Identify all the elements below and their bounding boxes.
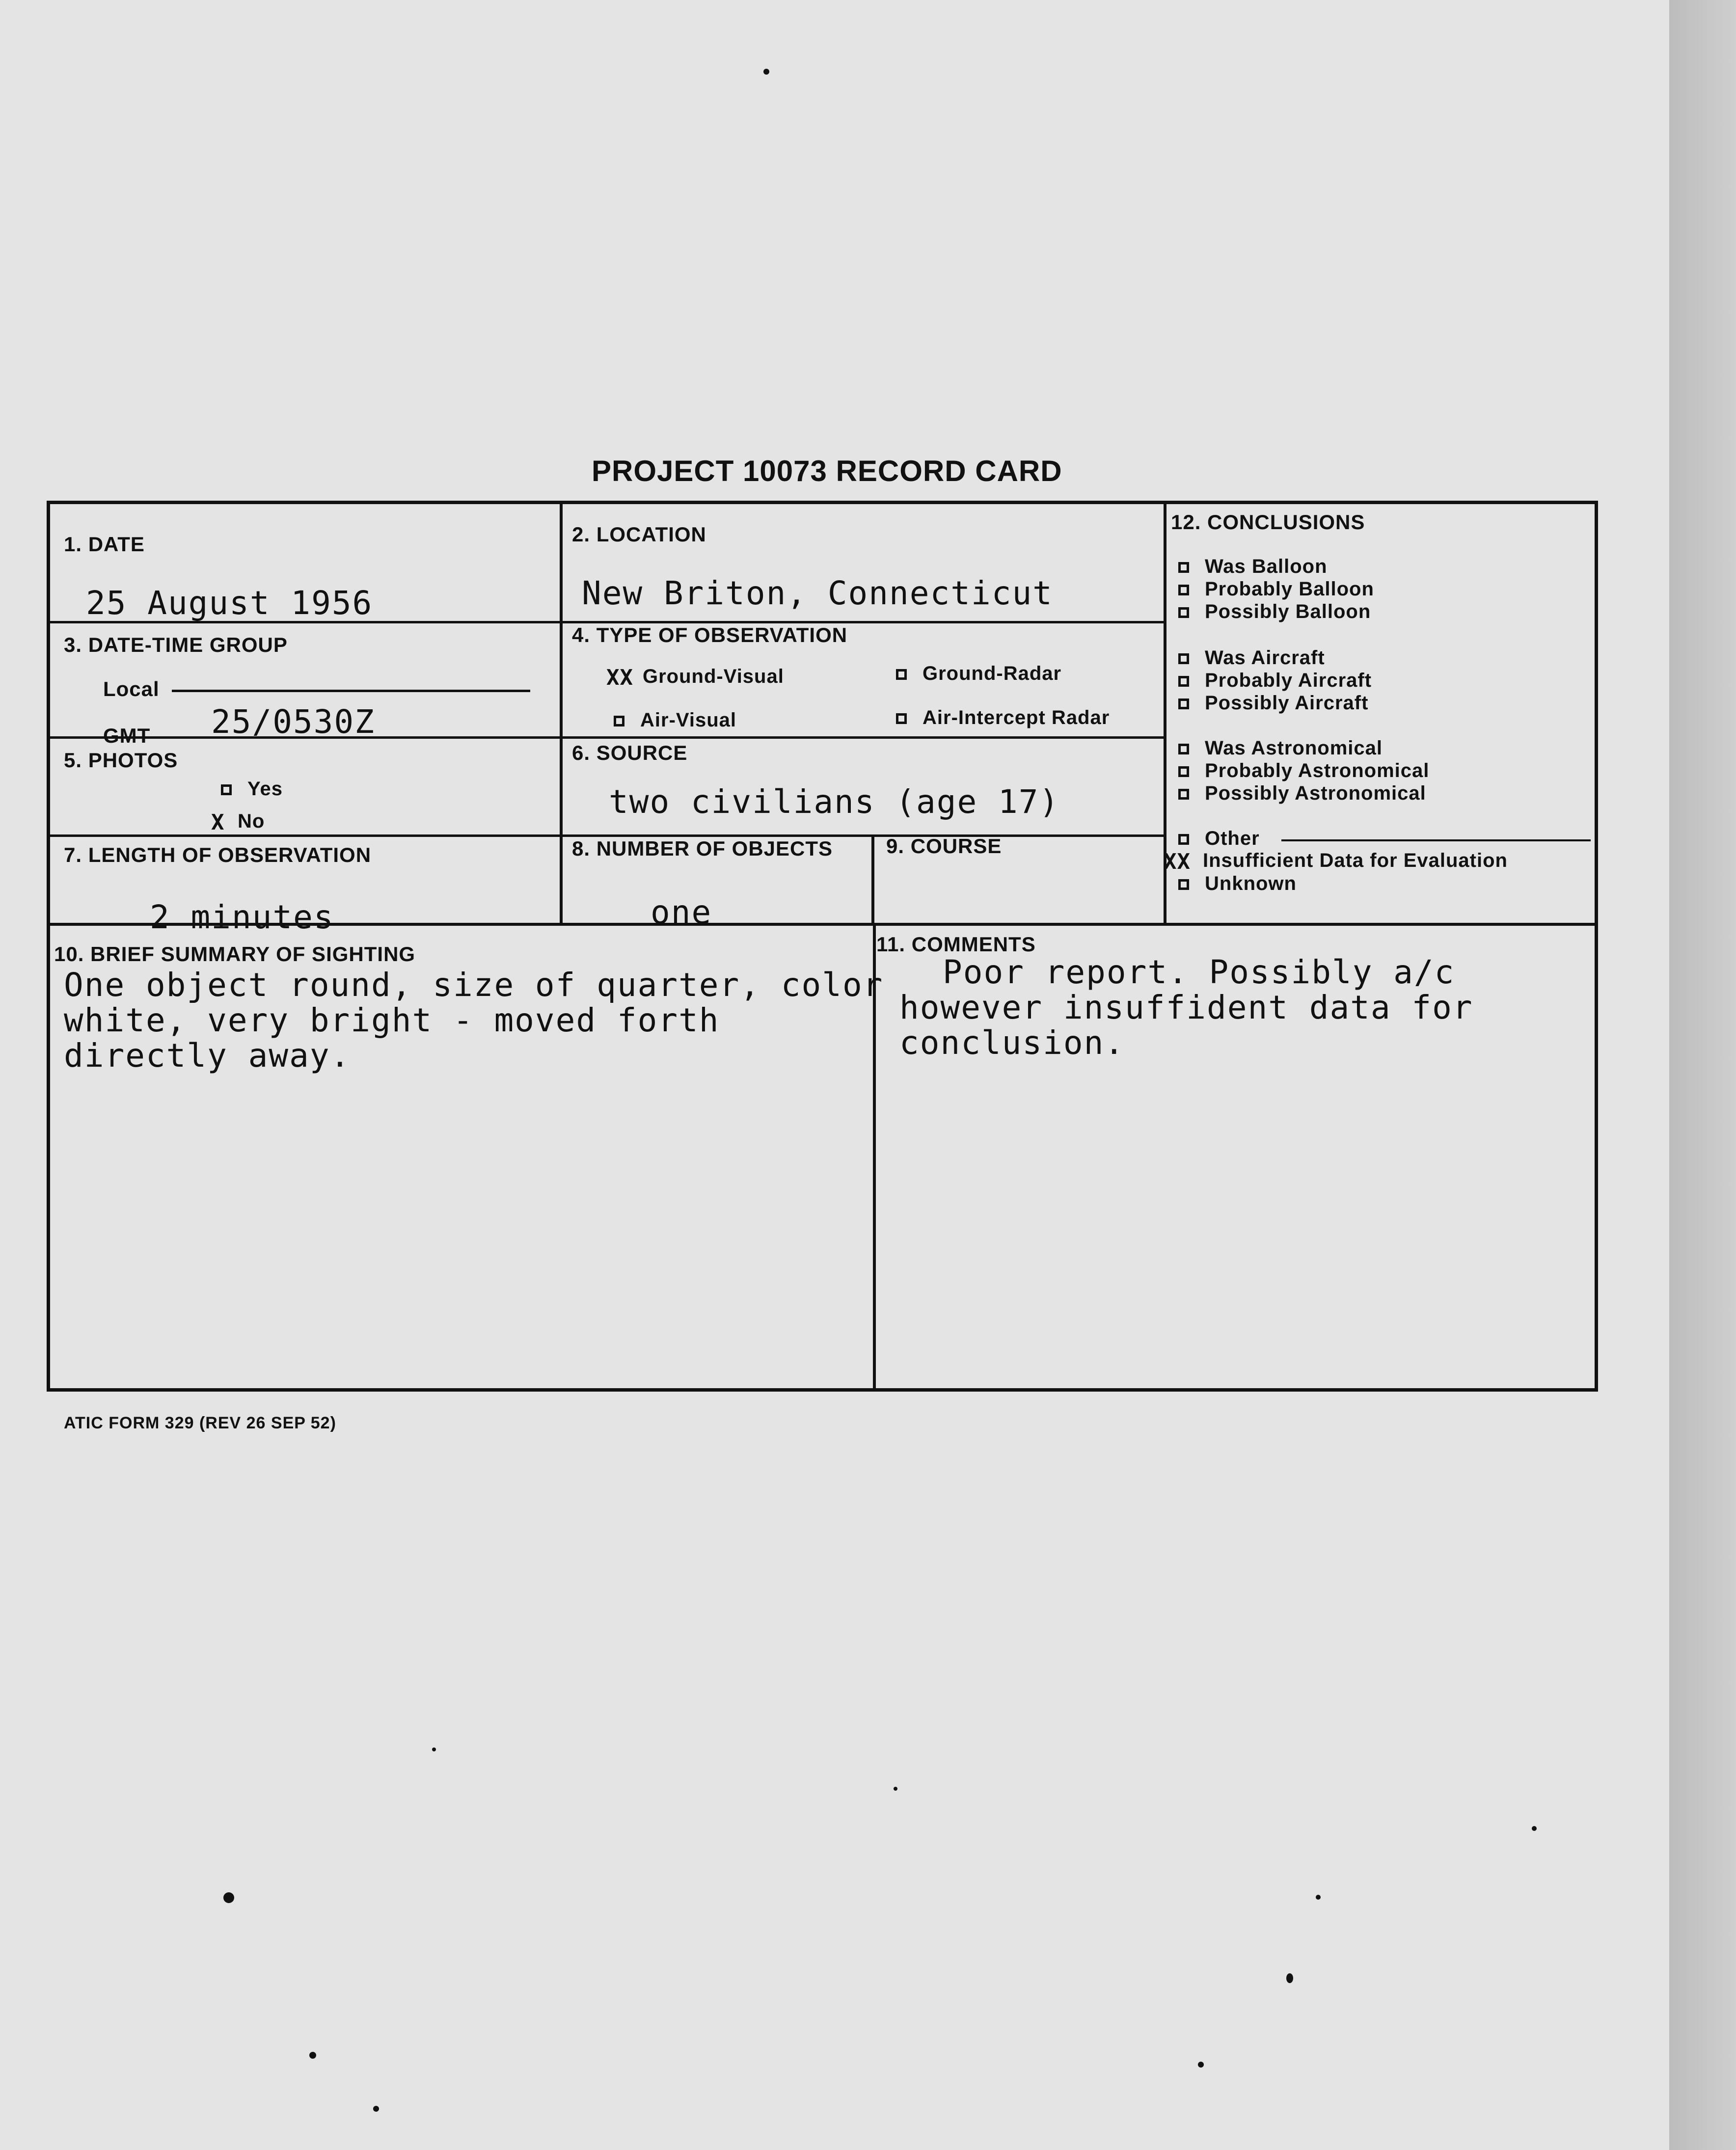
length-label: 7. LENGTH OF OBSERVATION xyxy=(64,843,372,866)
checkbox-icon xyxy=(896,669,907,680)
option-photos-no xyxy=(211,810,265,835)
comments-line: Poor report. Possibly a/c xyxy=(943,953,1455,991)
scan-speck xyxy=(1316,1895,1321,1900)
scan-speck xyxy=(432,1747,436,1751)
checked-mark-icon: XX xyxy=(606,665,633,690)
source-label: 6. SOURCE xyxy=(572,741,688,764)
option-label: No xyxy=(238,810,265,833)
conclusion-other xyxy=(1178,828,1260,850)
option-label: Ground-Visual xyxy=(643,666,784,688)
local-label: Local xyxy=(103,677,160,700)
scan-speck xyxy=(1198,2062,1204,2068)
number-of-objects-label: 8. NUMBER OF OBJECTS xyxy=(572,837,833,860)
summary-line: white, very bright - moved forth xyxy=(64,1001,720,1039)
scan-speck xyxy=(763,69,769,75)
form-footer: ATIC FORM 329 (REV 26 SEP 52) xyxy=(64,1414,336,1432)
checkbox-icon xyxy=(1178,766,1189,777)
conclusion-insufficient-data xyxy=(1164,849,1508,874)
scan-speck xyxy=(1286,1973,1293,1983)
option-label: Ground-Radar xyxy=(922,663,1062,684)
option-label: Probably Aircraft xyxy=(1205,670,1372,691)
observation-type-label: 4. TYPE OF OBSERVATION xyxy=(572,623,848,646)
checkbox-icon xyxy=(1178,562,1189,573)
conclusion-was-astronomical xyxy=(1178,737,1383,759)
conclusion-unknown xyxy=(1178,873,1297,895)
checkbox-icon xyxy=(1178,653,1189,664)
conclusion-possibly-balloon xyxy=(1178,601,1371,623)
number-of-objects-value: one xyxy=(651,893,712,931)
option-ground-visual xyxy=(606,665,784,690)
scan-speck xyxy=(373,2106,379,2112)
location-value: New Briton, Connecticut xyxy=(582,574,1053,612)
conclusion-possibly-astronomical xyxy=(1178,782,1426,805)
option-ground-radar xyxy=(896,663,1061,685)
option-label: Air-Visual xyxy=(640,709,736,731)
scan-speck xyxy=(223,1892,234,1903)
source-value: two civilians (age 17) xyxy=(609,783,1060,821)
conclusions-label: 12. CONCLUSIONS xyxy=(1171,511,1365,534)
checkbox-icon xyxy=(1178,834,1189,845)
option-label: Possibly Astronomical xyxy=(1205,782,1426,804)
scan-speck xyxy=(1532,1826,1537,1831)
summary-line: directly away. xyxy=(64,1037,351,1075)
checkbox-icon xyxy=(1178,744,1189,754)
location-label: 2. LOCATION xyxy=(572,523,706,546)
checked-mark-icon: XX xyxy=(1164,849,1191,874)
option-label: Yes xyxy=(247,778,283,800)
date-value: 25 August 1956 xyxy=(86,584,373,622)
option-label: Possibly Balloon xyxy=(1205,601,1371,622)
option-label: Probably Balloon xyxy=(1205,578,1374,600)
option-label: Possibly Aircraft xyxy=(1205,692,1369,714)
conclusion-possibly-aircraft xyxy=(1178,692,1368,714)
date-time-group-label: 3. DATE-TIME GROUP xyxy=(64,633,288,656)
checkbox-icon xyxy=(1178,676,1189,687)
divider-col-a xyxy=(560,501,563,923)
summary-label: 10. BRIEF SUMMARY OF SIGHTING xyxy=(54,942,416,966)
other-line xyxy=(1281,839,1591,841)
gmt-value: 25/0530Z xyxy=(211,703,375,741)
local-line xyxy=(172,690,530,692)
option-label: Was Astronomical xyxy=(1205,737,1383,759)
conclusion-probably-balloon xyxy=(1178,578,1374,600)
option-label: Unknown xyxy=(1205,873,1297,894)
checkbox-icon xyxy=(614,716,624,726)
checkbox-icon xyxy=(1178,607,1189,618)
scan-speck xyxy=(309,2052,316,2059)
conclusion-probably-astronomical xyxy=(1178,760,1429,782)
conclusion-probably-aircraft xyxy=(1178,670,1372,692)
checkbox-icon xyxy=(896,713,907,724)
page-edge-shadow xyxy=(1669,0,1736,2150)
comments-line: conclusion. xyxy=(899,1024,1125,1062)
checked-mark-icon: X xyxy=(211,810,225,835)
summary-line: One object round, size of quarter, color xyxy=(64,966,884,1004)
conclusion-was-aircraft xyxy=(1178,647,1325,669)
option-label: Insufficient Data for Evaluation xyxy=(1203,850,1508,872)
option-label: Other xyxy=(1205,828,1260,849)
checkbox-icon xyxy=(1178,699,1189,709)
photos-label: 5. PHOTOS xyxy=(64,749,178,772)
option-label: Air-Intercept Radar xyxy=(922,707,1110,728)
scan-speck xyxy=(894,1787,897,1791)
card-title: PROJECT 10073 RECORD CARD xyxy=(592,455,1062,487)
option-label: Probably Astronomical xyxy=(1205,760,1430,781)
course-label: 9. COURSE xyxy=(886,834,1002,858)
option-air-intercept-radar xyxy=(896,707,1110,729)
comments-label: 11. COMMENTS xyxy=(876,933,1036,956)
conclusion-was-balloon xyxy=(1178,556,1328,578)
checkbox-icon xyxy=(1178,585,1189,595)
comments-line: however insuffident data for xyxy=(899,989,1473,1026)
gmt-label: GMT xyxy=(103,724,151,747)
option-label: Was Aircraft xyxy=(1205,647,1325,669)
checkbox-icon xyxy=(221,784,232,795)
checkbox-icon xyxy=(1178,879,1189,890)
option-air-visual xyxy=(614,709,736,731)
option-photos-yes xyxy=(221,778,283,800)
length-value: 2 minutes xyxy=(150,898,334,936)
date-label: 1. DATE xyxy=(64,533,145,556)
checkbox-icon xyxy=(1178,789,1189,800)
option-label: Was Balloon xyxy=(1205,556,1328,577)
divider-col-c xyxy=(871,834,874,923)
